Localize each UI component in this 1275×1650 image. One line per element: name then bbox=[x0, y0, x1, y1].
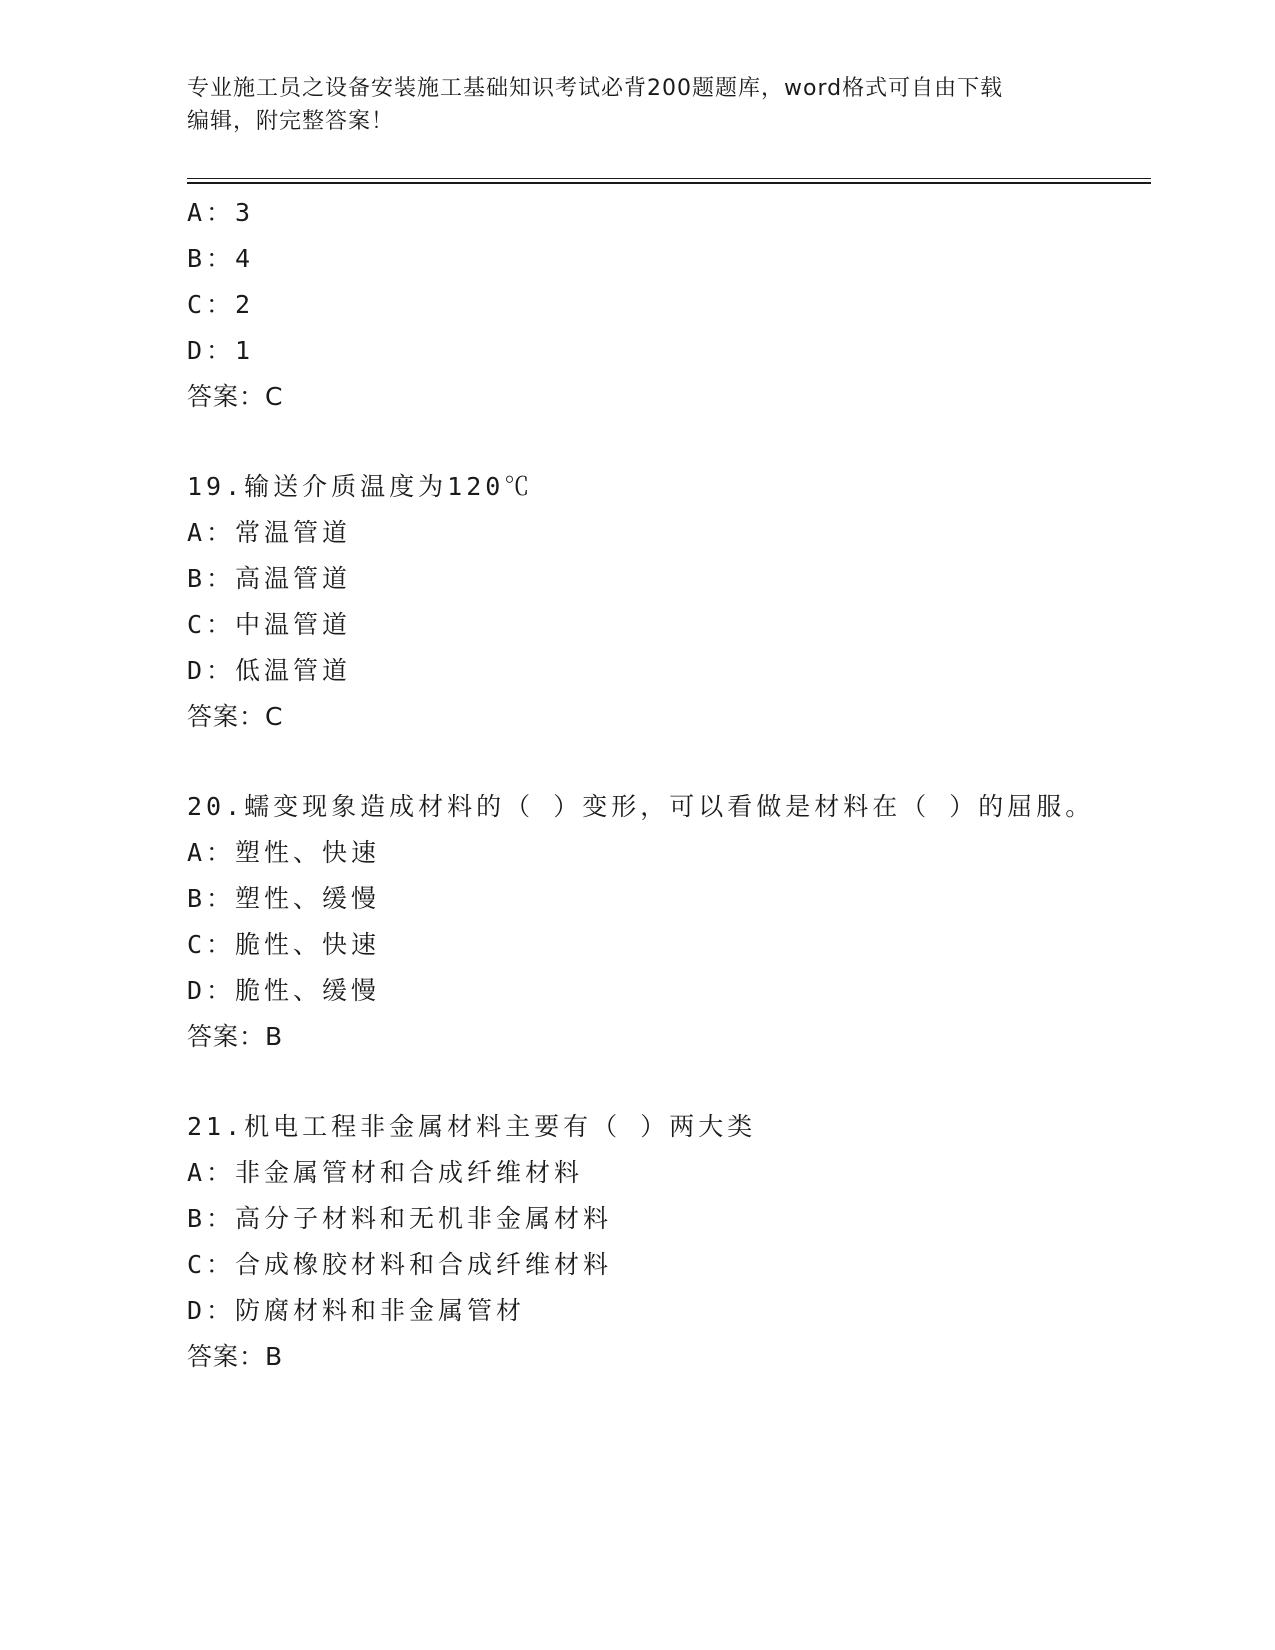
answer: 答案：C bbox=[187, 702, 284, 731]
option-c: C：2 bbox=[187, 290, 255, 319]
option-a: A：塑性、快速 bbox=[187, 838, 381, 867]
option-a: A：3 bbox=[187, 198, 255, 227]
header-divider-top bbox=[187, 178, 1151, 179]
option-b: B：4 bbox=[187, 244, 255, 273]
question-text: 20.蠕变现象造成材料的（ ）变形，可以看做是材料在（ ）的屈服。 bbox=[187, 792, 1095, 821]
option-d: D：低温管道 bbox=[187, 656, 352, 685]
document-header bbox=[187, 72, 1087, 138]
question-block-19 bbox=[187, 464, 1147, 740]
answer: 答案：B bbox=[187, 1342, 284, 1371]
option-b: B：高分子材料和无机非金属材料 bbox=[187, 1204, 613, 1233]
option-a: A：常温管道 bbox=[187, 518, 352, 547]
option-b: B：塑性、缓慢 bbox=[187, 884, 381, 913]
option-c: C：中温管道 bbox=[187, 610, 352, 639]
question-text: 21.机电工程非金属材料主要有（ ）两大类 bbox=[187, 1112, 757, 1141]
header-divider-bottom bbox=[187, 182, 1151, 184]
question-list bbox=[187, 190, 1147, 1380]
option-d: D：防腐材料和非金属管材 bbox=[187, 1296, 526, 1325]
option-b: B：高温管道 bbox=[187, 564, 352, 593]
answer: 答案：B bbox=[187, 1022, 284, 1051]
option-d: D：脆性、缓慢 bbox=[187, 976, 381, 1005]
option-a: A：非金属管材和合成纤维材料 bbox=[187, 1158, 584, 1187]
question-text: 19.输送介质温度为120℃ bbox=[187, 472, 534, 501]
header-title-line2: 编辑，附完整答案！ bbox=[187, 109, 395, 134]
option-c: C：脆性、快速 bbox=[187, 930, 381, 959]
header-title-line1: 专业施工员之设备安装施工基础知识考试必背200题题库，word格式可自由下载 bbox=[187, 76, 1004, 101]
question-block-20 bbox=[187, 784, 1147, 1060]
question-block-21 bbox=[187, 1104, 1147, 1380]
answer: 答案：C bbox=[187, 382, 284, 411]
option-d: D：1 bbox=[187, 336, 255, 365]
option-c: C：合成橡胶材料和合成纤维材料 bbox=[187, 1250, 613, 1279]
question-block-18 bbox=[187, 190, 1147, 420]
